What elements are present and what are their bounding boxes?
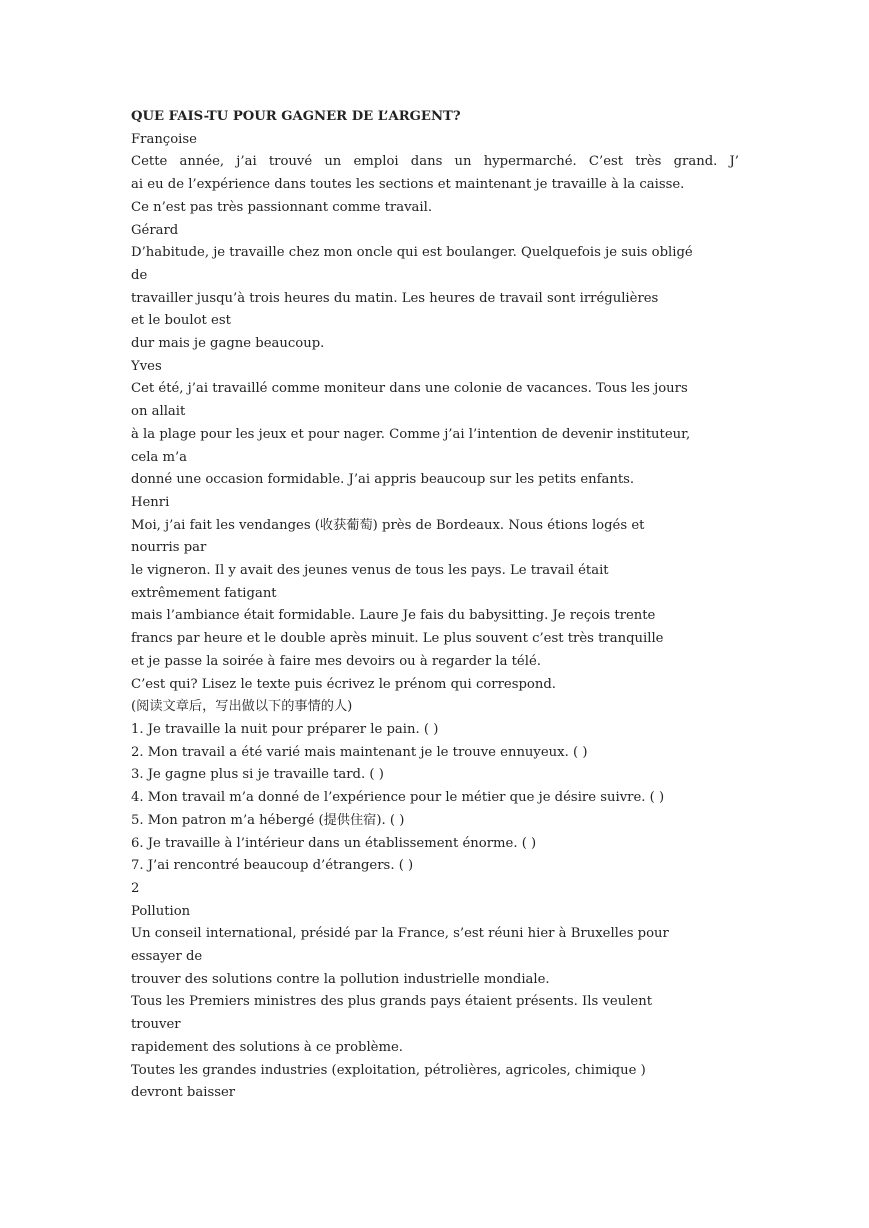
text-line: on allait xyxy=(131,404,186,420)
text-line: Françoise xyxy=(131,131,197,147)
text-line: de xyxy=(131,267,148,283)
text-line: à la plage pour les jeux et pour nager. Comme j’ai l’intention de devenir instituteur, xyxy=(131,426,691,442)
text-line: 7. J’ai rencontré beaucoup d’étrangers. ( ) xyxy=(131,858,414,874)
text-line: devront baisser xyxy=(131,1085,236,1101)
text-line: Gérard xyxy=(131,222,179,238)
text-line: donné une occasion formidable. J’ai appris beaucoup sur les petits enfants. xyxy=(131,472,635,488)
document-title: QUE FAIS-TU POUR GAGNER DE L’ARGENT? xyxy=(131,109,461,124)
text-line: 2. Mon travail a été varié mais maintenant je le trouve ennuyeux. ( ) xyxy=(131,744,588,760)
text-line: francs par heure et le double après minuit. Le plus souvent c’est très tranquille xyxy=(131,631,664,647)
text-line: extrêmement fatigant xyxy=(131,585,277,601)
text-line: mais l’ambiance était formidable. Laure Je fais du babysitting. Je reçois trente xyxy=(131,608,656,624)
text-line: D’habitude, je travaille chez mon oncle qui est boulanger. Quelquefois je suis obligé xyxy=(131,245,693,261)
text-line: nourris par xyxy=(131,540,207,556)
text-line: 3. Je gagne plus si je travaille tard. ( ) xyxy=(131,767,384,783)
text-line: trouver des solutions contre la pollution industrielle mondiale. xyxy=(131,971,550,987)
text-line: 5. Mon patron m’a hébergé (提供住宿). ( ) xyxy=(131,812,405,828)
text-line: 1. Je travaille la nuit pour préparer le pain. ( ) xyxy=(131,721,439,737)
text-line: Tous les Premiers ministres des plus grands pays étaient présents. Ils veulent xyxy=(131,994,653,1010)
text-line: 6. Je travaille à l’intérieur dans un établissement énorme. ( ) xyxy=(131,835,537,851)
document-page xyxy=(131,106,739,1105)
text-line: C’est qui? Lisez le texte puis écrivez le prénom qui correspond. xyxy=(131,676,556,692)
text-line: Pollution xyxy=(131,903,191,919)
text-line: rapidement des solutions à ce problème. xyxy=(131,1039,403,1055)
text-line: essayer de xyxy=(131,949,203,965)
text-line: ai eu de l’expérience dans toutes les sections et maintenant je travaille à la caisse. xyxy=(131,177,685,193)
text-line: cela m’a xyxy=(131,449,188,465)
text-line: Toutes les grandes industries (exploitation, pétrolières, agricoles, chimique ) xyxy=(131,1062,646,1078)
text-line: Henri xyxy=(131,494,170,510)
text-line: travailler jusqu’à trois heures du matin. Les heures de travail sont irrégulières xyxy=(131,290,659,306)
text-line: Cette année, j’ai trouvé un emploi dans un hypermarché. C’est très grand. J’ xyxy=(131,154,739,170)
text-line: Cet été, j’ai travaillé comme moniteur dans une colonie de vacances. Tous les jours xyxy=(131,381,688,397)
text-line: 4. Mon travail m’a donné de l’expérience pour le métier que je désire suivre. ( ) xyxy=(131,790,665,806)
text-line: le vigneron. Il y avait des jeunes venus de tous les pays. Le travail était xyxy=(131,563,609,579)
text-line: et le boulot est xyxy=(131,313,231,329)
text-line: Un conseil international, présidé par la France, s’est réuni hier à Bruxelles pour xyxy=(131,926,669,942)
text-line: Moi, j’ai fait les vendanges (收获葡萄) près de Bordeaux. Nous étions logés et xyxy=(131,517,645,533)
text-line: 2 xyxy=(131,880,140,896)
text-line: et je passe la soirée à faire mes devoirs ou à regarder la télé. xyxy=(131,653,541,669)
text-line: dur mais je gagne beaucoup. xyxy=(131,336,325,352)
text-line: Yves xyxy=(131,358,162,374)
text-line: trouver xyxy=(131,1017,181,1033)
text-line: (阅读文章后，写出做以下的事情的人) xyxy=(131,699,353,715)
text-line: Ce n’est pas très passionnant comme travail. xyxy=(131,199,433,215)
